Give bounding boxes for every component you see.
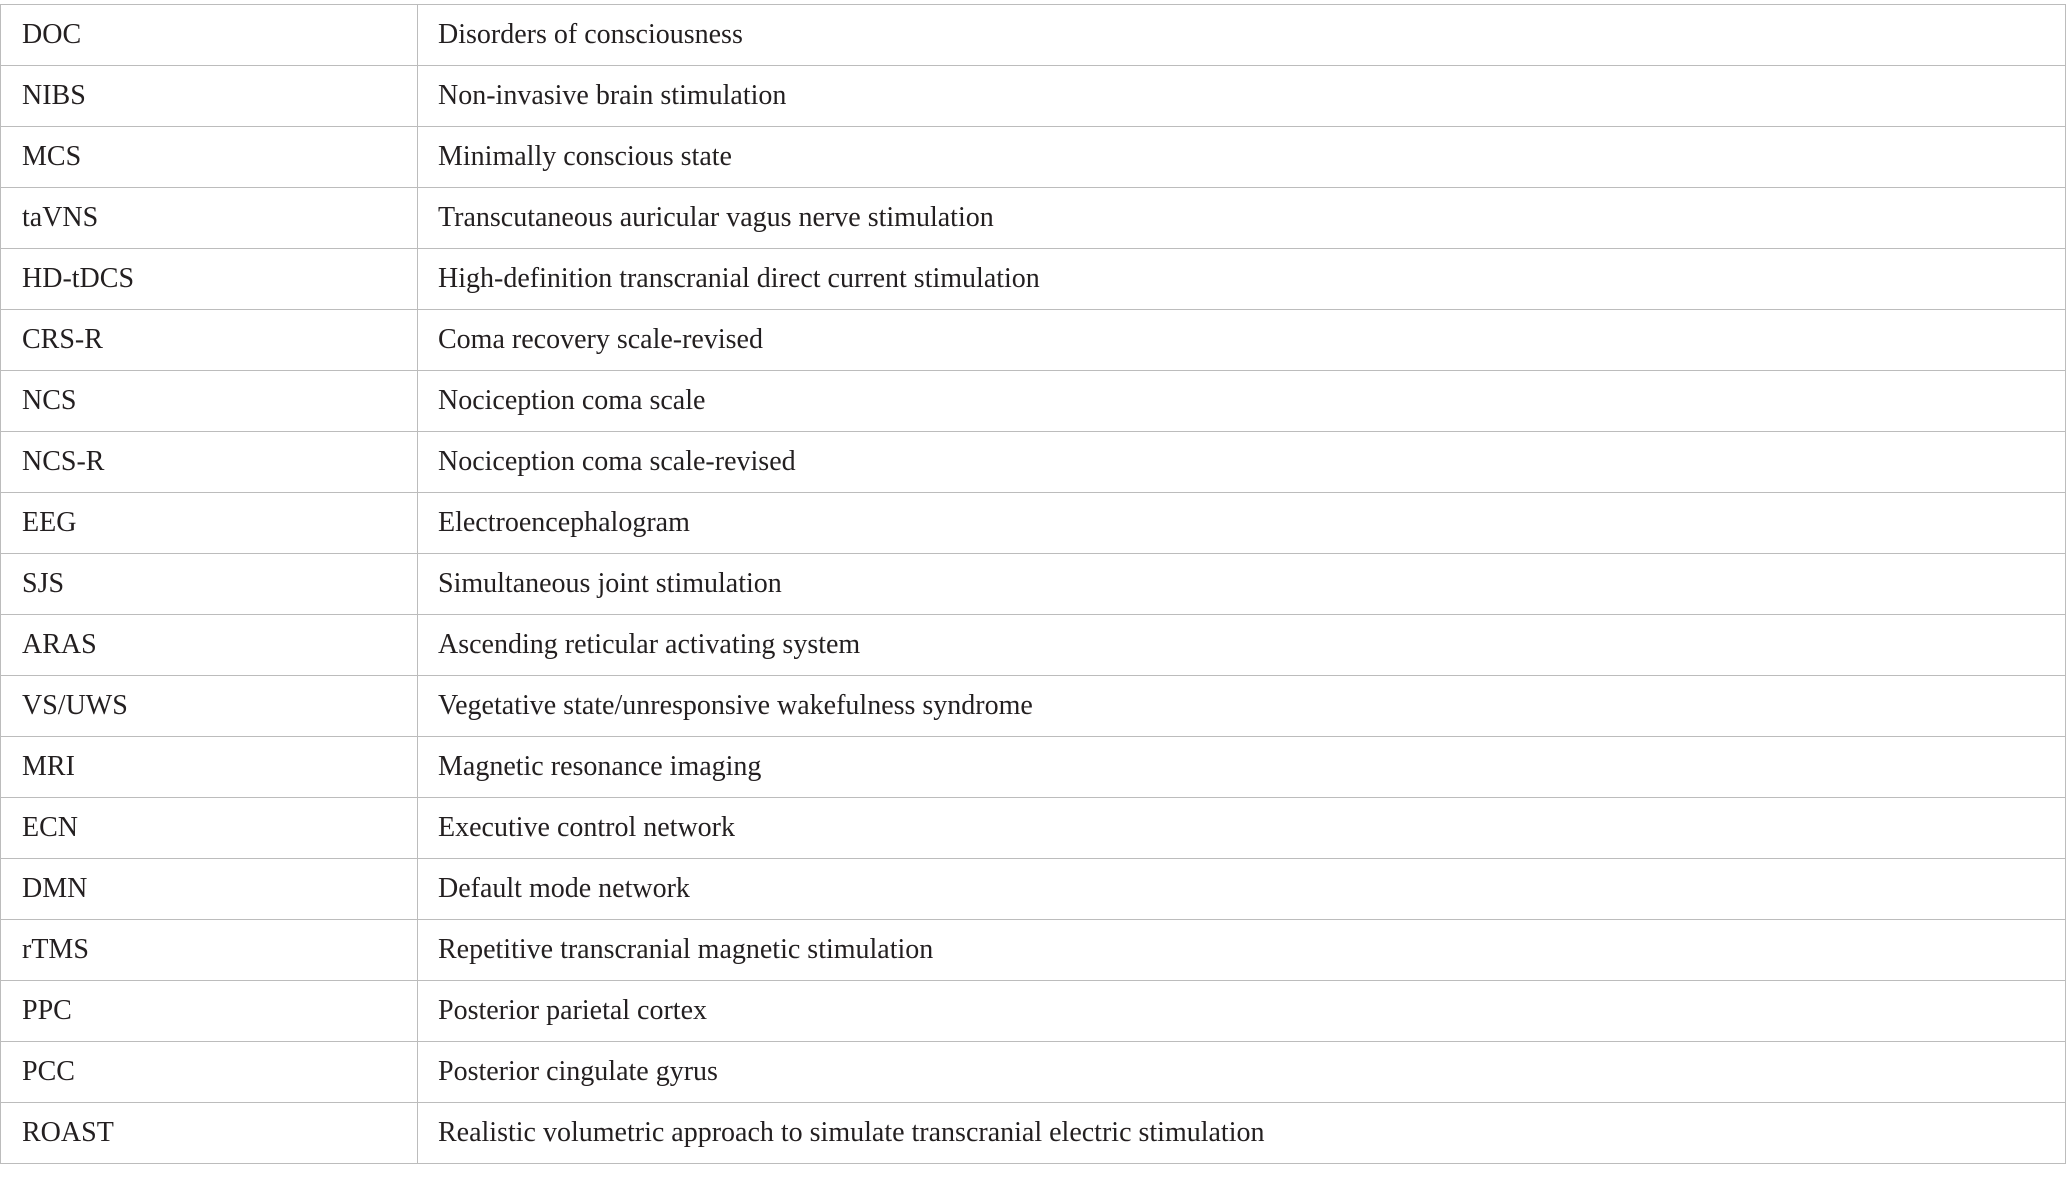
- table-row: [1, 981, 2066, 1042]
- abbreviation-cell: PCC: [1, 1042, 418, 1103]
- definition-cell: Repetitive transcranial magnetic stimulation: [418, 920, 2066, 981]
- abbreviation-cell: ECN: [1, 798, 418, 859]
- abbreviation-cell: taVNS: [1, 188, 418, 249]
- definition-cell: Posterior cingulate gyrus: [418, 1042, 2066, 1103]
- definition-cell: Default mode network: [418, 859, 2066, 920]
- abbreviation-cell: NCS: [1, 371, 418, 432]
- abbreviation-cell: VS/UWS: [1, 676, 418, 737]
- table-row: [1, 1042, 2066, 1103]
- abbreviation-cell: SJS: [1, 554, 418, 615]
- definition-cell: Nociception coma scale: [418, 371, 2066, 432]
- definition-cell: Executive control network: [418, 798, 2066, 859]
- table-row: [1, 737, 2066, 798]
- definition-cell: Non-invasive brain stimulation: [418, 66, 2066, 127]
- abbreviation-cell: rTMS: [1, 920, 418, 981]
- definition-cell: Transcutaneous auricular vagus nerve stimulation: [418, 188, 2066, 249]
- table-row: [1, 1103, 2066, 1164]
- abbreviation-cell: HD-tDCS: [1, 249, 418, 310]
- definition-cell: Nociception coma scale-revised: [418, 432, 2066, 493]
- abbreviation-cell: DMN: [1, 859, 418, 920]
- table-row: [1, 493, 2066, 554]
- abbreviation-cell: NCS-R: [1, 432, 418, 493]
- definition-cell: Minimally conscious state: [418, 127, 2066, 188]
- table-row: [1, 188, 2066, 249]
- definition-cell: Posterior parietal cortex: [418, 981, 2066, 1042]
- definition-cell: Disorders of consciousness: [418, 5, 2066, 66]
- definition-cell: High-definition transcranial direct current stimulation: [418, 249, 2066, 310]
- table-row: [1, 66, 2066, 127]
- table-row: [1, 920, 2066, 981]
- definition-cell: Electroencephalogram: [418, 493, 2066, 554]
- definition-cell: Magnetic resonance imaging: [418, 737, 2066, 798]
- abbreviations-table: [0, 4, 2066, 1164]
- definition-cell: Simultaneous joint stimulation: [418, 554, 2066, 615]
- table-row: [1, 371, 2066, 432]
- definition-cell: Coma recovery scale-revised: [418, 310, 2066, 371]
- definition-cell: Realistic volumetric approach to simulate transcranial electric stimulation: [418, 1103, 2066, 1164]
- table-row: [1, 127, 2066, 188]
- abbreviations-table-body: [1, 5, 2066, 1164]
- definition-cell: Ascending reticular activating system: [418, 615, 2066, 676]
- table-row: [1, 249, 2066, 310]
- abbreviation-cell: NIBS: [1, 66, 418, 127]
- table-row: [1, 859, 2066, 920]
- table-row: [1, 676, 2066, 737]
- table-row: [1, 310, 2066, 371]
- abbreviation-cell: ARAS: [1, 615, 418, 676]
- abbreviation-cell: ROAST: [1, 1103, 418, 1164]
- abbreviation-cell: CRS-R: [1, 310, 418, 371]
- table-row: [1, 432, 2066, 493]
- table-row: [1, 798, 2066, 859]
- table-row: [1, 5, 2066, 66]
- table-row: [1, 554, 2066, 615]
- abbreviation-cell: PPC: [1, 981, 418, 1042]
- abbreviation-cell: EEG: [1, 493, 418, 554]
- table-row: [1, 615, 2066, 676]
- abbreviation-cell: MCS: [1, 127, 418, 188]
- abbreviation-cell: DOC: [1, 5, 418, 66]
- abbreviation-cell: MRI: [1, 737, 418, 798]
- definition-cell: Vegetative state/unresponsive wakefulness syndrome: [418, 676, 2066, 737]
